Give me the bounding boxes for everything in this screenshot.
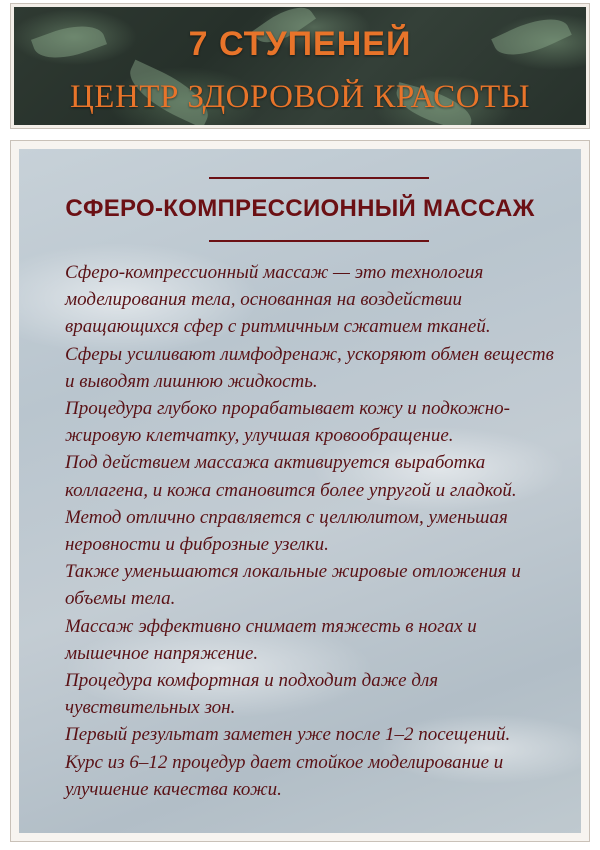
paragraph: Массаж эффективно снимает тяжесть в ногах и мышечное напряжение.	[65, 615, 477, 664]
description-text	[65, 259, 563, 803]
brand-subtitle: ЦЕНТР ЗДОРОВОЙ КРАСОТЫ	[69, 79, 531, 115]
paragraph: Сферы усиливают лимфодренаж, ускоряют обмен веществ и выводят лишнюю жидкость.	[65, 343, 554, 392]
paragraph: Также уменьшаются локальные жировые отложения и объемы тела.	[65, 561, 521, 610]
paragraph: Метод отлично справляется с целлюлитом, уменьшая неровности и фиброзные узелки.	[65, 506, 508, 556]
title-rule-bottom	[209, 240, 429, 242]
info-card	[10, 140, 590, 842]
water-background	[19, 149, 581, 833]
paragraph: Под действием массажа активируется выработка коллагена, и кожа становится более упругой и гладкой.	[65, 452, 517, 501]
paragraph: Первый результат заметен уже после 1–2 посещений.	[65, 724, 511, 746]
header-banner	[10, 3, 590, 129]
paragraph: Сферо-компрессионный массаж — это технология моделирования тела, основанная на воздействии вращающихся сфер с ритмичным сжатием тканей.	[65, 262, 491, 338]
brand-title: 7 СТУПЕНЕЙ	[188, 25, 412, 63]
paragraph: Процедура глубоко прорабатывает кожу и подкожно-жировую клетчатку, улучшая кровообращение.	[65, 398, 510, 447]
paragraph: Курс из 6–12 процедур дает стойкое моделирование и улучшение качества кожи.	[65, 751, 504, 800]
title-rule-top	[209, 177, 429, 179]
card-title: СФЕРО-КОМПРЕССИОННЫЙ МАССАЖ	[65, 195, 535, 222]
paragraph: Процедура комфортная и подходит даже для чувствительных зон.	[65, 670, 439, 719]
leaf-background	[14, 7, 586, 125]
